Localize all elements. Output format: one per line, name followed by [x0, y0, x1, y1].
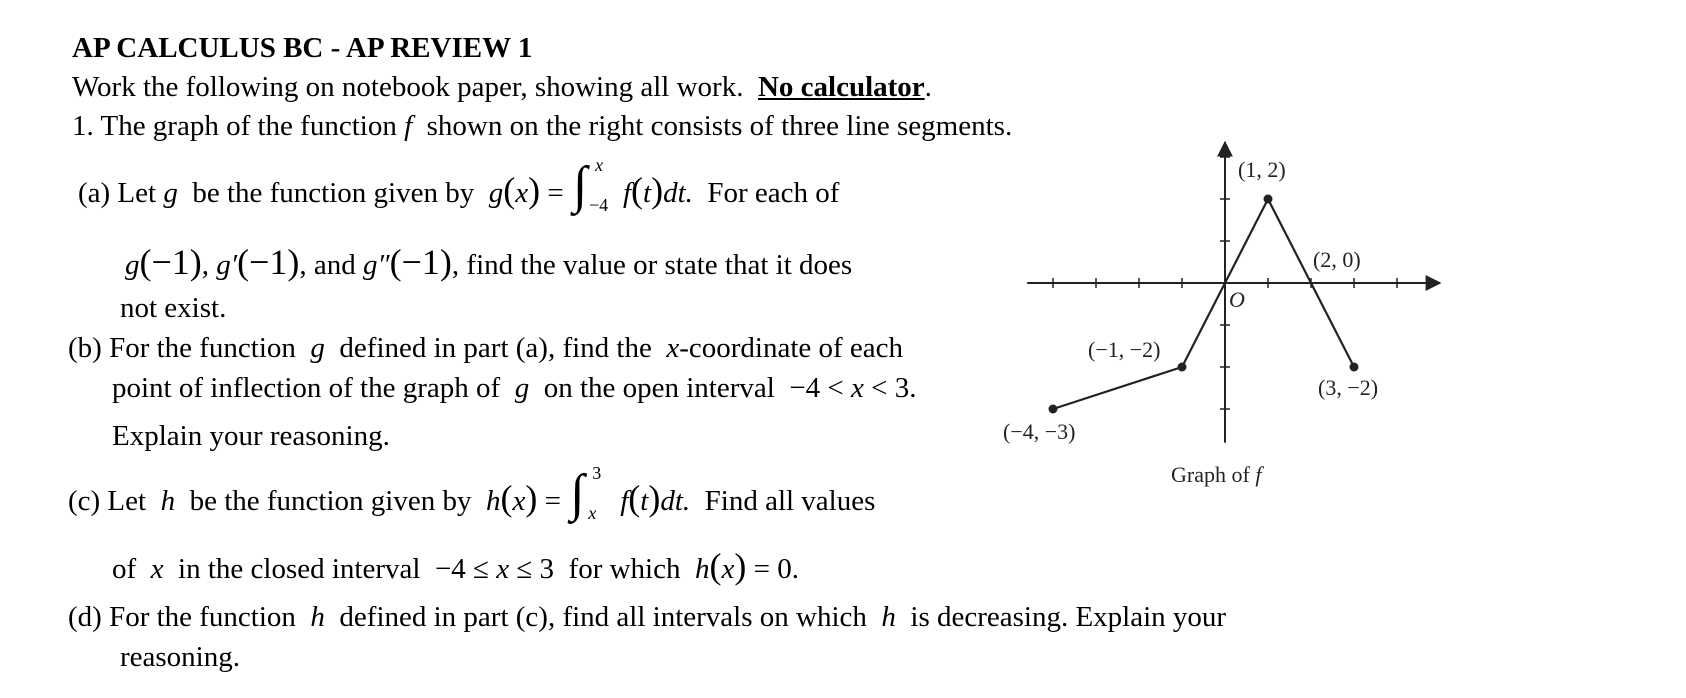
part-a-line-3: not exist. [120, 292, 227, 324]
point-label-3: (1, 2) [1238, 157, 1286, 182]
problem-intro: 1. The graph of the function f shown on the right consists of three line segments. [72, 110, 1013, 142]
part-d-line-1: (d) For the function h defined in part (c), find all intervals on which h is decreasing. Explain your [68, 601, 1227, 633]
intercept-label: (2, 0) [1313, 247, 1361, 272]
graph-segments [1053, 199, 1354, 409]
integral-sign: ∫ x −4 [572, 155, 609, 215]
integral-sign-h: ∫ 3 x [570, 463, 602, 523]
point-label-4: (3, −2) [1318, 375, 1379, 400]
point-label-1: (−4, −3) [1003, 419, 1076, 444]
part-b-line-3: Explain your reasoning. [112, 420, 390, 452]
graph-segment [1268, 199, 1311, 283]
graph-point [1178, 363, 1187, 372]
instructions: Work the following on notebook paper, showing all work. No calculator. [72, 71, 932, 103]
part-c-line-2: of x in the closed interval −4 ≤ x ≤ 3 for which h(x) = 0. [112, 546, 799, 586]
no-calculator-emphasis: No calculator [757, 71, 925, 103]
graph-of-f [1003, 140, 1585, 520]
part-a-line-1: (a) Let g be the function given by g(x) = ∫ x −4 f(t)dt. For each of [78, 155, 840, 215]
part-c-line-1: (c) Let h be the function given by h(x) = ∫ 3 x f(t)dt. Find all values [68, 463, 876, 523]
part-b-line-2: point of inflection of the graph of g on the open interval −4 < x < 3. [112, 372, 917, 404]
page-title: AP CALCULUS BC - AP REVIEW 1 [72, 32, 533, 64]
graph-point [1049, 405, 1058, 414]
origin-label: O [1229, 287, 1245, 312]
graph-caption: Graph of f [1171, 461, 1262, 487]
graph-segment [1311, 283, 1354, 367]
graph-point [1350, 363, 1359, 372]
graph-labels [1003, 157, 1378, 487]
part-b-line-1: (b) For the function g defined in part (a), find the x-coordinate of each [68, 332, 904, 364]
graph-segment [1053, 367, 1182, 409]
graph-point [1264, 195, 1273, 204]
part-a-line-2: g(−1), g′(−1), and g″(−1), find the value or state that it does [125, 242, 853, 282]
point-label-2: (−1, −2) [1088, 337, 1161, 362]
part-d-line-2: reasoning. [120, 641, 240, 673]
graph-points [1049, 195, 1359, 414]
